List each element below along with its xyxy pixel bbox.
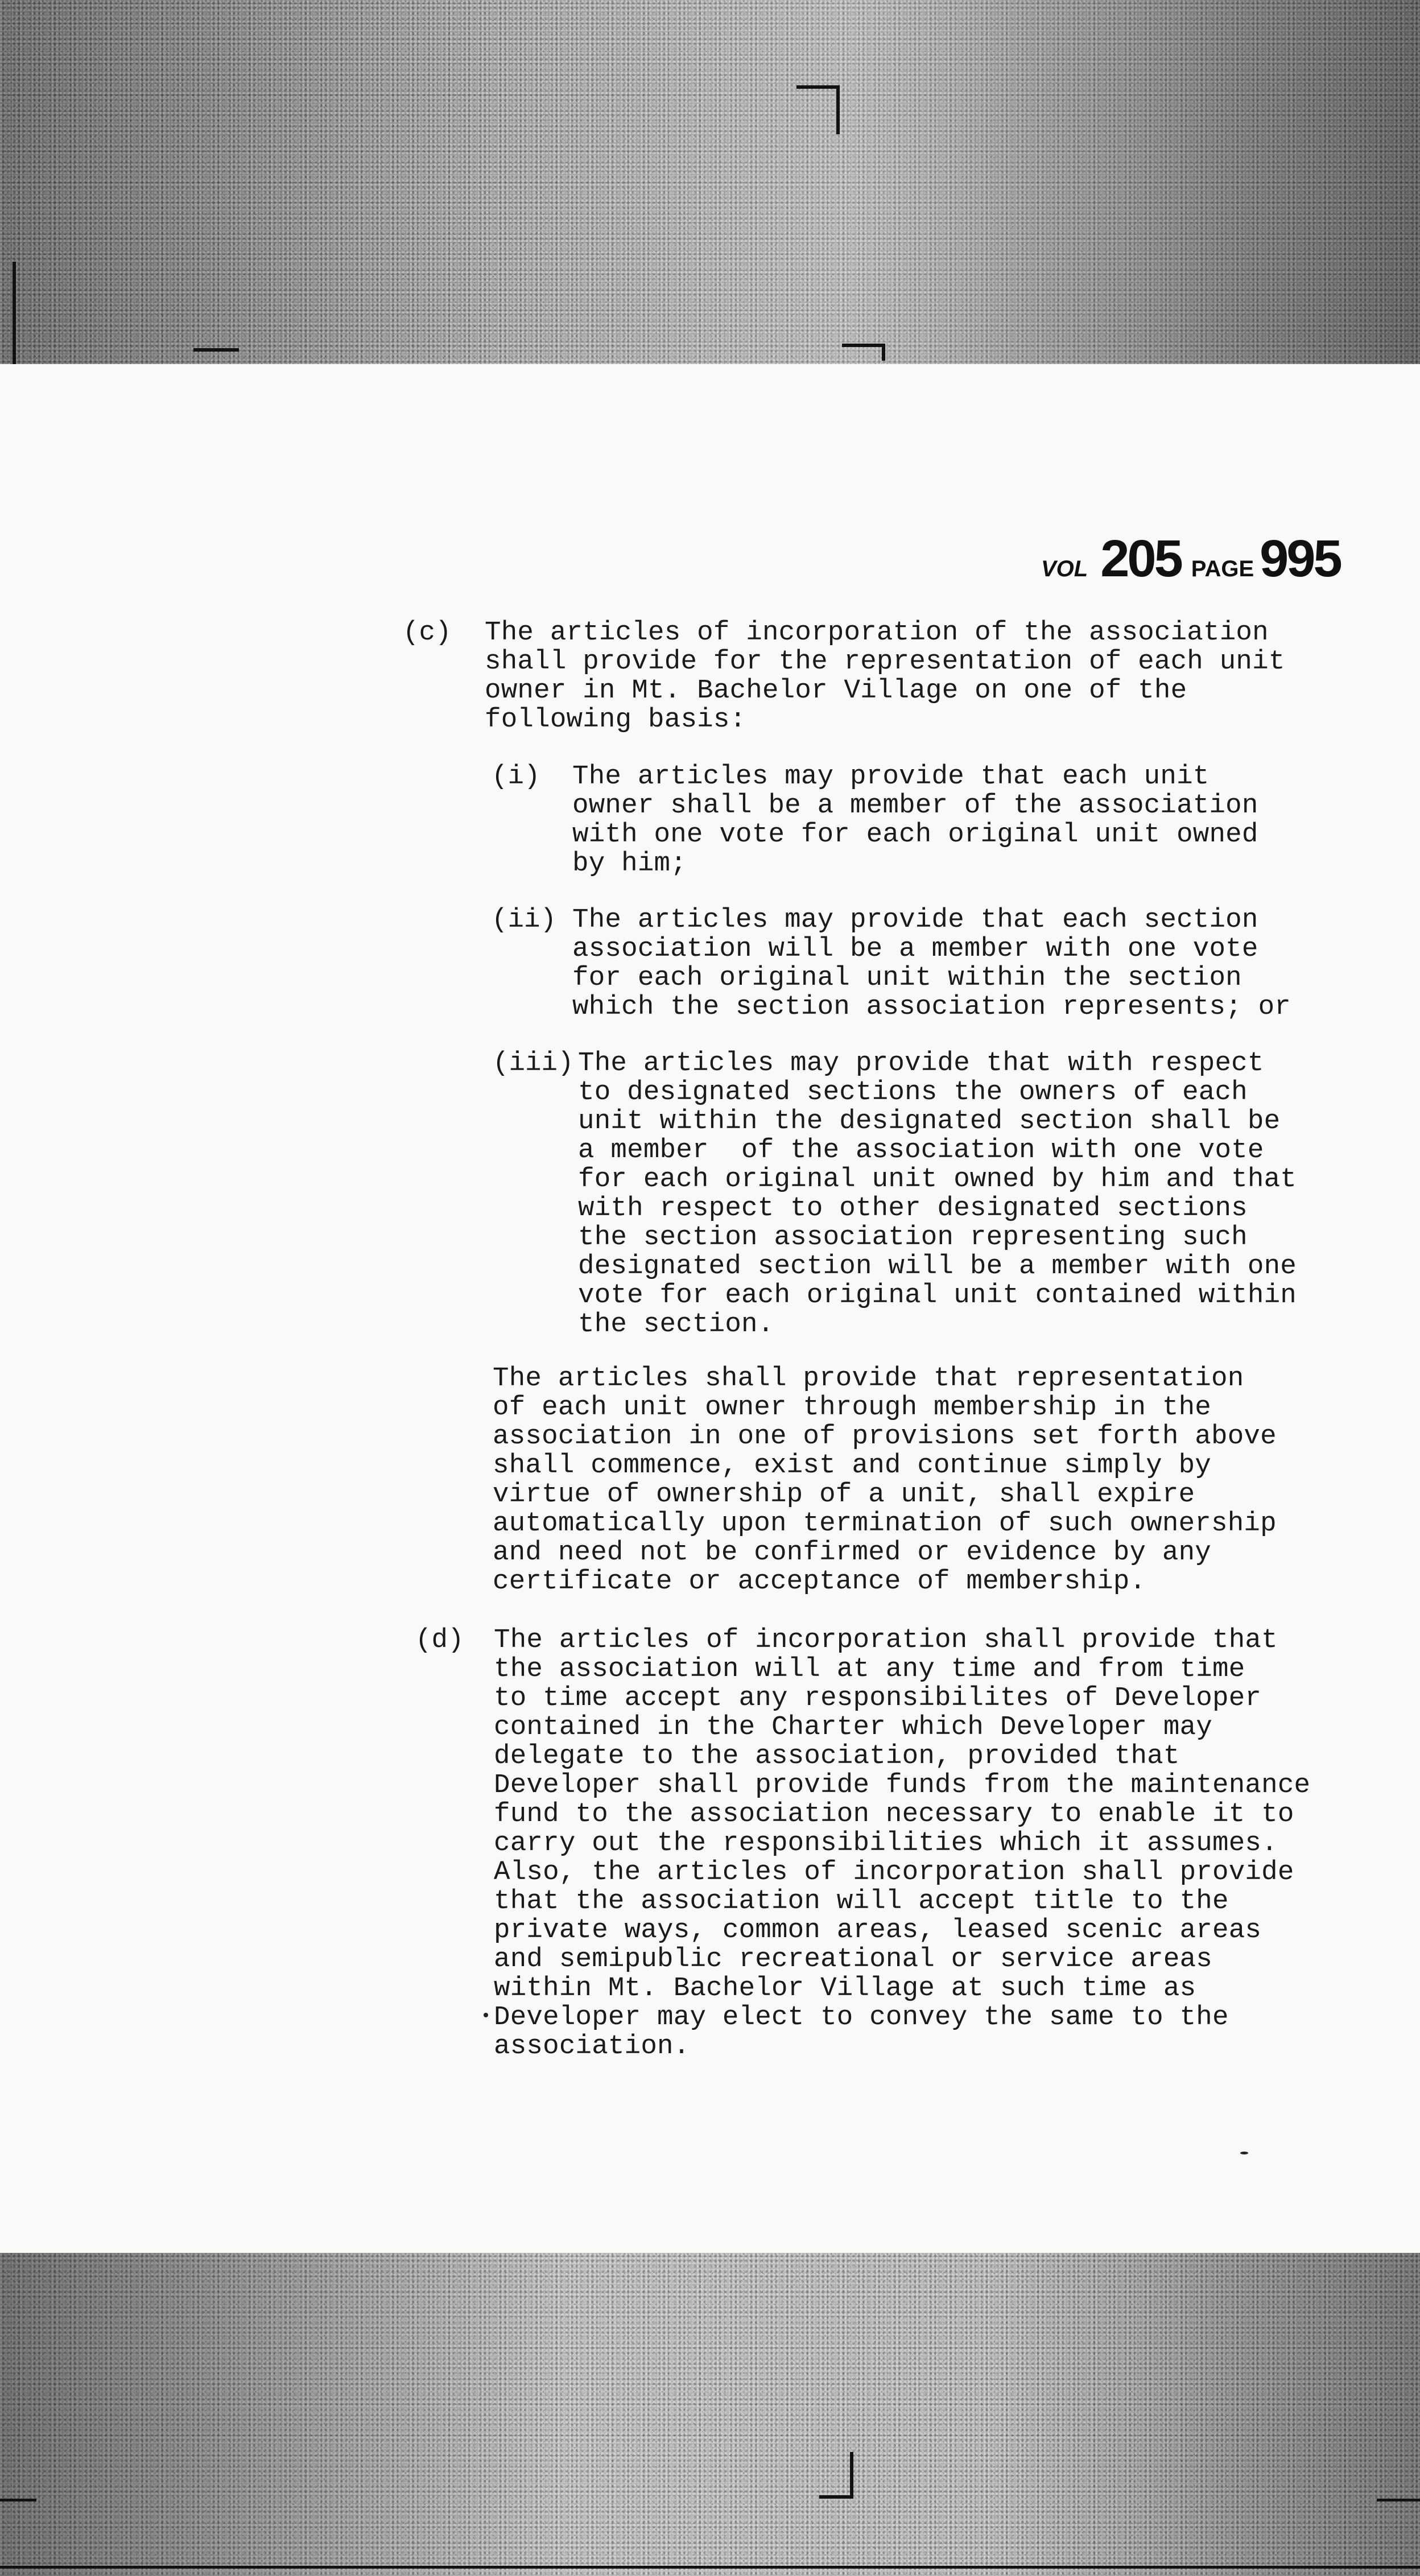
crop-mark-top-right-2: [842, 344, 885, 361]
section-c-i-marker: (i): [492, 761, 540, 792]
section-d-text: The articles of incorporation shall provide that the association will at any time and from time to time accept any responsibilites of Developer contained in the Charter which Developer may delegate to the association, provided that Developer shall provide funds from the maintenance fund to the association necessary to enable it to carry out the responsibilities which it assumes. Also, the articles of incorporation shall provide that the association will accept title to the private ways, common areas, leased scenic areas and semipublic recreational or service areas within Mt. Bachelor Village at such time as Developer may elect to convey the same to the association.: [494, 1625, 1311, 2062]
stray-mark-dot: [484, 2013, 488, 2017]
section-d-marker: (d): [415, 1625, 464, 1656]
vol-label: VOL: [1041, 556, 1088, 581]
crop-mark-bottom-left: [0, 2499, 36, 2504]
section-c-i-text: The articles may provide that each unit owner shall be a member of the association with one vote for each original unit owned by him;: [572, 761, 1258, 879]
volume-page-reference: [1041, 529, 1340, 589]
crop-mark-bottom-right: [1377, 2499, 1420, 2504]
section-c-ii-marker: (ii): [492, 905, 557, 935]
section-c-marker: (c): [403, 617, 452, 648]
crop-mark-top-left-2: [193, 348, 239, 363]
section-c-ii-text: The articles may provide that each section association will be a member with one vote for each original unit within the section which the section association represents; or: [572, 905, 1291, 1022]
crop-mark-top-left: [0, 262, 16, 364]
section-c-iii-marker: (iii): [493, 1048, 574, 1079]
crop-mark-top-center: [796, 85, 840, 134]
vol-number: 205: [1100, 530, 1181, 588]
scan-border-top: [0, 0, 1420, 364]
section-c-text: The articles of incorporation of the association shall provide for the representation of each unit owner in Mt. Bachelor Village on one of the following basis:: [485, 617, 1285, 735]
scan-bottom-line: [0, 2566, 1420, 2571]
page-label: PAGE: [1191, 556, 1254, 581]
scan-border-bottom: [0, 2253, 1420, 2576]
page-number: 995: [1260, 530, 1340, 588]
crop-mark-bottom-center: [819, 2452, 853, 2499]
stray-mark-dot: [1240, 2152, 1248, 2154]
section-c-closing-text: The articles shall provide that representation of each unit owner through membership in the association in one of provisions set forth above shall commence, exist and continue simply by virtue of ownership of a unit, shall expire automatically upon termination of such ownership and need not be confirmed or evidence by any certificate or acceptance of membership.: [493, 1363, 1277, 1597]
section-c-iii-text: The articles may provide that with respect to designated sections the owners of each unit within the designated section shall be a member of the association with one vote for each original unit owned by him and that with respect to other designated sections the section association representing such designated section will be a member with one vote for each original unit contained within the section.: [578, 1048, 1297, 1340]
